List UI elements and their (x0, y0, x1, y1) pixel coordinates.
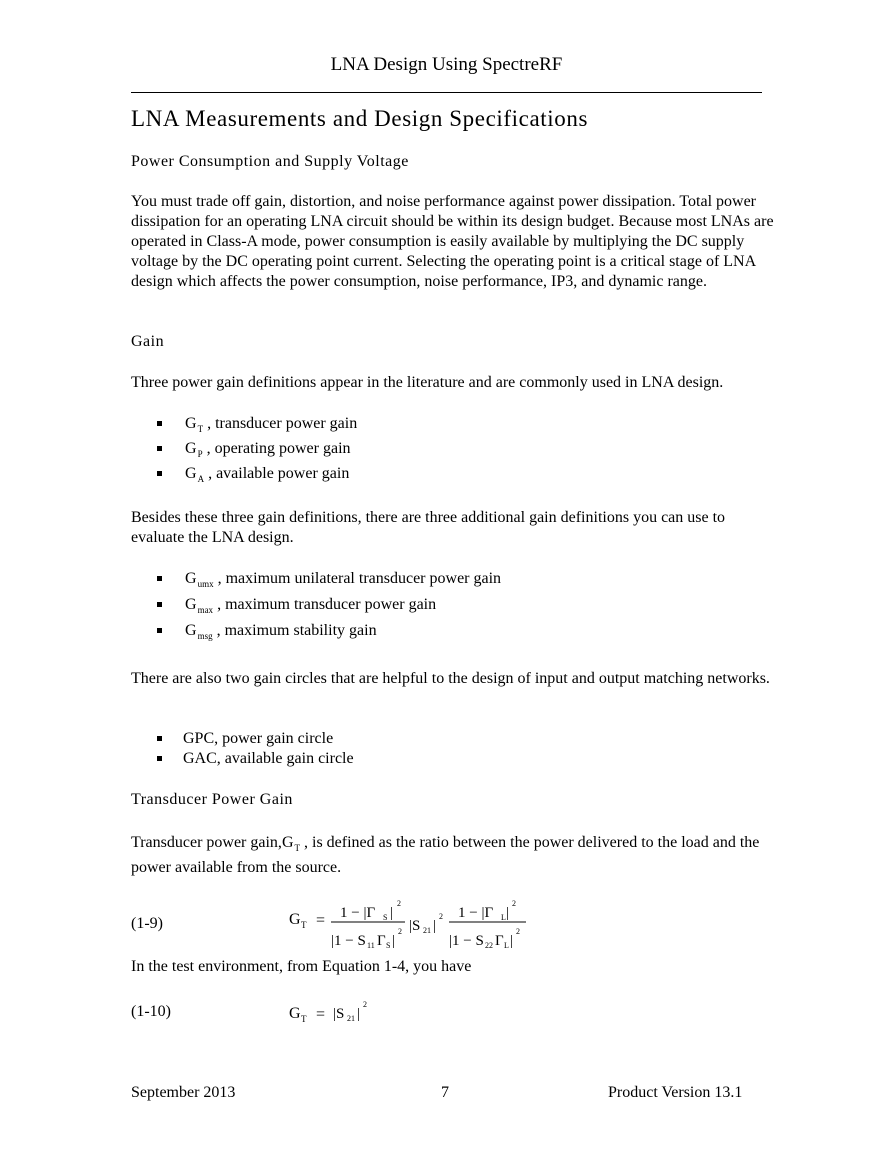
gain-symbol: G (185, 465, 197, 482)
bullet-icon (157, 576, 162, 581)
bullet-icon (157, 421, 162, 426)
list-item-text: , operating power gain (202, 440, 351, 457)
gain-subscript: msg (197, 631, 213, 641)
list-item (157, 464, 357, 489)
paragraph-power: You must trade off gain, distortion, and noise performance against power dissipation. Total power dissipation for an operating LNA circuit should be within its design budget. Because most LNAs are operated in Class-A mode, power consumption is easily available by multiplying the DC supply voltage by the DC operating point current. Selecting the operating point is a critical stage of LNA design which affects the power consumption, noise performance, IP3, and dynamic range. (131, 193, 774, 290)
eq-subscript: L (501, 913, 506, 922)
paragraph-test-environment: In the test environment, from Equation 1-4, you have (131, 958, 472, 975)
eq-bar: | (357, 1006, 361, 1022)
eq-bar: | (433, 918, 437, 934)
equation-number: (1-9) (131, 915, 163, 932)
list-item-text: , maximum stability gain (212, 622, 377, 639)
equation-number: (1-10) (131, 1003, 171, 1020)
eq-gamma: Γ (377, 933, 386, 949)
bullet-icon (157, 736, 162, 741)
gain-symbol: G (185, 622, 197, 639)
eq-bar: | (390, 905, 394, 921)
eq-subscript: S (386, 941, 391, 950)
eq-numerator-1: 1 − |Γ (340, 905, 376, 921)
gain-definitions-list (157, 414, 357, 489)
footer-page-number: 7 (441, 1084, 449, 1101)
eq-square: 2 (516, 927, 520, 936)
eq-subscript: S (383, 913, 388, 922)
eq-numerator-2: 1 − |Γ (458, 905, 494, 921)
gain-subscript: T (197, 424, 204, 434)
eq-lhs-subscript: T (301, 1014, 307, 1024)
eq-square: 2 (397, 899, 401, 908)
eq-square: 2 (398, 927, 402, 936)
eq-lhs-subscript: T (301, 920, 307, 930)
eq-square: 2 (439, 912, 443, 921)
subheading-power: Power Consumption and Supply Voltage (131, 153, 409, 170)
footer-product-version: Product Version 13.1 (608, 1084, 743, 1101)
gain-subscript: P (197, 449, 203, 459)
eq-bar: | (510, 933, 514, 949)
eq-lhs: G (289, 1005, 301, 1022)
eq-subscript: 21 (347, 1014, 355, 1023)
bullet-icon (157, 471, 162, 476)
paragraph-additional-gain: Besides these three gain definitions, there are three additional gain definitions you can use to evaluate the LNA design. (131, 509, 726, 546)
list-item (157, 749, 354, 769)
bullet-icon (157, 602, 162, 607)
gain-subscript: max (197, 605, 214, 615)
eq-lhs: G (289, 911, 301, 928)
eq-subscript: 11 (367, 941, 375, 950)
eq-equals: = (316, 1006, 326, 1023)
eq-bar: | (506, 905, 510, 921)
paragraph-text: , is defined as the ratio between the power delivered to the load and the power available from the source. (131, 834, 760, 876)
gain-subscript: A (197, 474, 205, 484)
list-item-text: GPC, power gain circle (183, 730, 334, 747)
eq-denominator-2: |1 − S (449, 933, 484, 949)
eq-square: 2 (512, 899, 516, 908)
eq-square: 2 (363, 1000, 367, 1009)
list-item-text: , available power gain (204, 465, 350, 482)
header-divider (131, 92, 762, 93)
bullet-icon (157, 628, 162, 633)
list-item (157, 595, 501, 621)
bullet-icon (157, 756, 162, 761)
gain-symbol: G (185, 570, 197, 587)
equation-1-9 (280, 892, 540, 956)
running-header: LNA Design Using SpectreRF (330, 54, 563, 75)
eq-s21: |S (333, 1006, 345, 1022)
additional-gain-list (157, 569, 501, 647)
subheading-gain: Gain (131, 333, 165, 350)
paragraph-gain-circles: There are also two gain circles that are helpful to the design of input and output matching networks. (131, 670, 770, 687)
gain-subscript: umx (197, 579, 214, 589)
gain-symbol: G (185, 440, 197, 457)
eq-denominator-1: |1 − S (331, 933, 366, 949)
section-heading: LNA Measurements and Design Specifications (131, 106, 588, 131)
gain-symbol: G (281, 834, 294, 851)
list-item (157, 439, 357, 464)
subheading-transducer: Transducer Power Gain (131, 791, 293, 808)
eq-subscript: 21 (423, 926, 431, 935)
paragraph-gain-intro: Three power gain definitions appear in the literature and are commonly used in LNA design. (131, 374, 724, 391)
list-item-text: , maximum transducer power gain (213, 596, 437, 613)
gain-subscript: T (294, 843, 300, 853)
eq-s21: |S (409, 918, 421, 934)
list-item (157, 729, 354, 749)
paragraph-text: Transducer power gain, (131, 834, 282, 851)
equation-1-10 (280, 994, 400, 1030)
list-item (157, 621, 501, 647)
gain-symbol: G (185, 596, 197, 613)
eq-bar: | (392, 933, 396, 949)
list-item (157, 569, 501, 595)
eq-gamma: Γ (495, 933, 504, 949)
eq-subscript: L (504, 941, 509, 950)
list-item-text: GAC, available gain circle (183, 750, 354, 767)
eq-equals: = (316, 912, 326, 929)
paragraph-transducer (131, 831, 781, 879)
footer-date: September 2013 (131, 1084, 236, 1101)
bullet-icon (157, 446, 162, 451)
eq-subscript: 22 (485, 941, 493, 950)
gain-symbol: G (185, 415, 197, 432)
list-item (157, 414, 357, 439)
list-item-text: , maximum unilateral transducer power gain (213, 570, 502, 587)
list-item-text: , transducer power gain (203, 415, 358, 432)
gain-circles-list (157, 729, 354, 769)
